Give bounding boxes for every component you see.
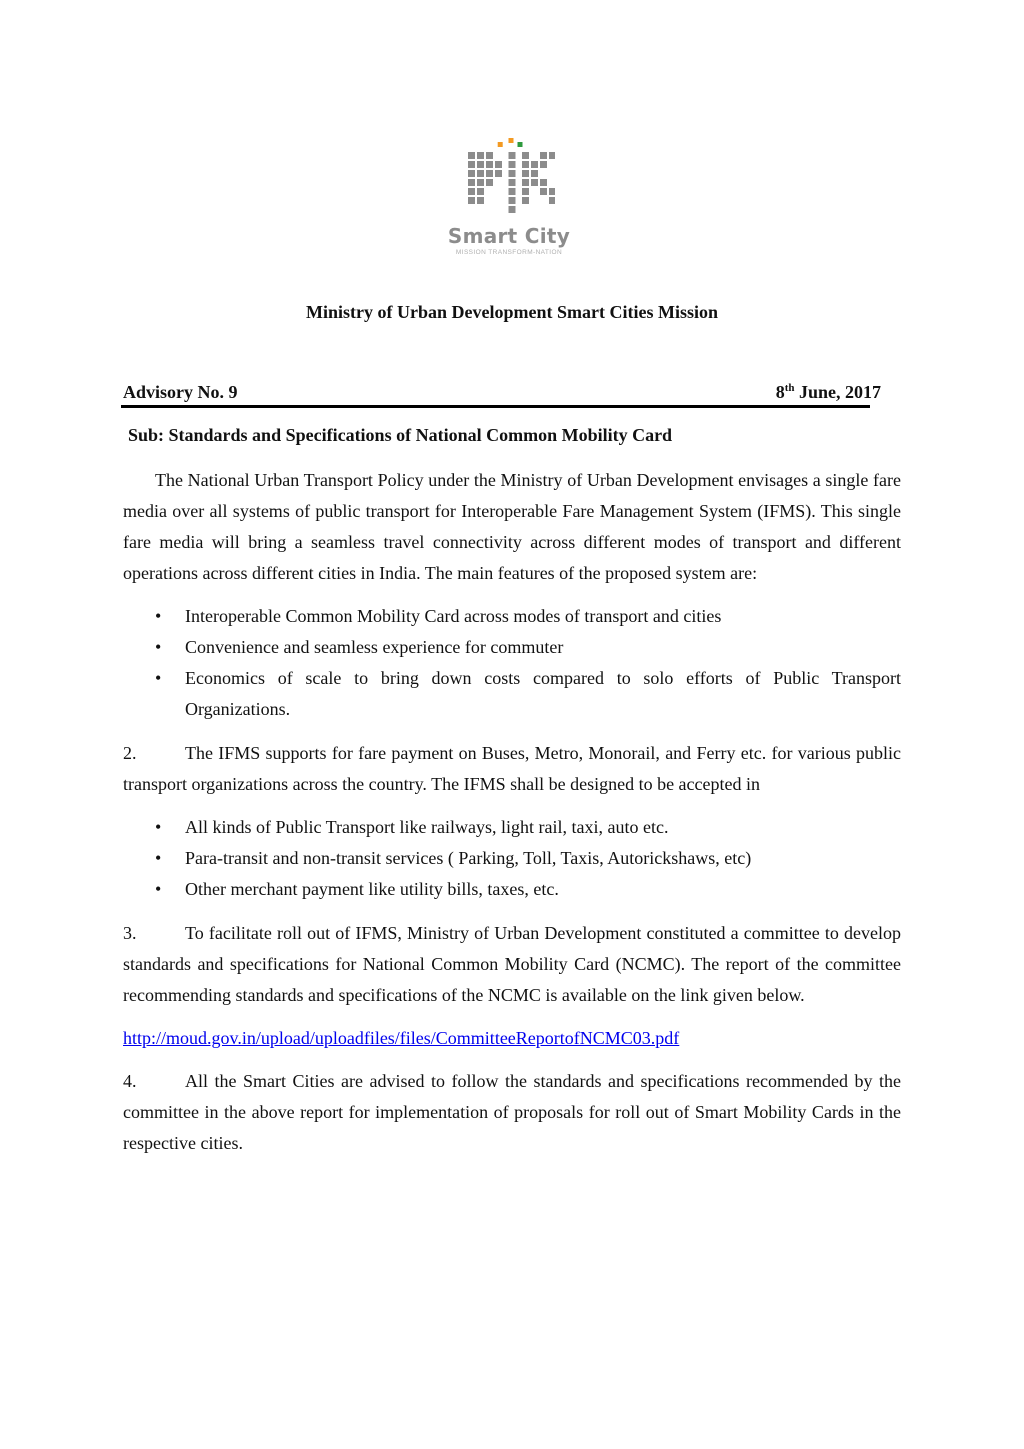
logo-name: Smart City — [447, 224, 571, 248]
subject-line: Sub: Standards and Specifications of National Common Mobility Card — [128, 425, 673, 445]
emblem-pixel — [477, 170, 484, 177]
emblem-accent — [509, 138, 514, 143]
paragraph-text: To facilitate roll out of IFMS, Ministry of Urban Development constituted a committee to develop standards and specifications for National Common Mobility Card (NCMC). The report of the committee recommending standards and specifications of the NCMC is available on the link given below. — [123, 923, 901, 1005]
emblem-pixel — [509, 170, 516, 177]
ministry-heading: Ministry of Urban Development Smart Cities Mission — [306, 302, 718, 322]
emblem-pixel — [495, 161, 502, 168]
emblem-pixel — [468, 188, 475, 195]
emblem-pixel — [477, 197, 484, 204]
emblem-pixel — [486, 179, 493, 186]
date-day: 8 — [775, 382, 785, 402]
document-body — [123, 465, 901, 1159]
paragraph-2 — [123, 738, 901, 800]
list-item-text: Convenience and seamless experience for commuter — [185, 637, 564, 657]
advisory-number: Advisory No. 9 — [123, 382, 238, 402]
emblem-pixel — [468, 197, 475, 204]
emblem-pixel — [468, 161, 475, 168]
emblem-pixel — [509, 152, 516, 159]
emblem-pixel — [486, 152, 493, 159]
emblem-pixel — [549, 197, 555, 204]
paragraph-4 — [123, 1066, 901, 1159]
paragraph-text: All the Smart Cities are advised to follow the standards and specifications recommended by the committee in the above report for implementation of proposals for roll out of Smart Mobility Cards in the respective cities. — [123, 1071, 901, 1153]
emblem-pixel — [540, 188, 547, 195]
list-item — [123, 843, 901, 874]
emblem-pixel — [509, 161, 516, 168]
list-item — [123, 663, 901, 725]
emblem-pixel — [540, 152, 547, 159]
emblem-pixel — [522, 188, 529, 195]
smart-city-emblem-icon — [463, 136, 555, 214]
advisory-date — [776, 380, 881, 404]
emblem-pixel — [468, 179, 475, 186]
emblem-pixel — [531, 179, 538, 186]
list-item-text: All kinds of Public Transport like railways, light rail, taxi, auto etc. — [185, 817, 669, 837]
bullet-icon: • — [155, 848, 162, 868]
emblem-pixel — [522, 179, 529, 186]
list-item-text: Other merchant payment like utility bills, taxes, etc. — [185, 879, 559, 899]
bullet-icon: • — [155, 817, 162, 837]
logo-tagline: MISSION TRANSFORM-NATION — [455, 249, 563, 256]
emblem-pixel — [509, 206, 516, 213]
features-list — [123, 601, 901, 725]
emblem-pixel — [468, 152, 475, 159]
emblem-pixel — [477, 179, 484, 186]
bullet-icon: • — [155, 606, 162, 626]
emblem-pixel — [486, 170, 493, 177]
emblem-pixel — [522, 161, 529, 168]
advisory-row — [123, 380, 881, 408]
emblem-pixel — [495, 170, 502, 177]
report-link[interactable]: http://moud.gov.in/upload/uploadfiles/files/CommitteeReportofNCMC03.pdf — [123, 1028, 680, 1048]
emblem-pixel — [509, 188, 516, 195]
bullet-icon: • — [155, 668, 162, 688]
emblem-accent — [518, 142, 523, 147]
paragraph-text: The IFMS supports for fare payment on Buses, Metro, Monorail, and Ferry etc. for various public transport organizations across the country. The IFMS shall be designed to be accepted in — [123, 743, 901, 794]
paragraph-number: 4. — [123, 1071, 137, 1091]
emblem-pixel — [549, 188, 555, 195]
emblem-pixel — [509, 197, 516, 204]
report-link-row — [123, 1023, 901, 1054]
smart-city-logo — [436, 136, 582, 258]
paragraph-3 — [123, 918, 901, 1011]
list-item-text: Interoperable Common Mobility Card across modes of transport and cities — [185, 606, 722, 626]
emblem-pixel — [522, 197, 529, 204]
list-item-text: Economics of scale to bring down costs compared to solo efforts of Public Transport Organizations. — [185, 668, 901, 719]
header-rule — [121, 405, 870, 408]
emblem-pixel — [540, 179, 547, 186]
emblem-pixel — [522, 152, 529, 159]
bullet-icon: • — [155, 879, 162, 899]
intro-paragraph: The National Urban Transport Policy under the Ministry of Urban Development envisages a single fare media over all systems of public transport for Interoperable Fare Management System (IFMS). This single fare media will bring a seamless travel connectivity across different modes of transport and different operations across different cities in India. The main features of the proposed system are: — [123, 470, 901, 583]
emblem-pixel — [477, 188, 484, 195]
list-item — [123, 632, 901, 663]
emblem-pixel — [509, 179, 516, 186]
emblem-pixel — [549, 152, 555, 159]
date-rest: June, 2017 — [794, 382, 881, 402]
emblem-pixel — [477, 161, 484, 168]
list-item-text: Para-transit and non-transit services ( Parking, Toll, Taxis, Autorickshaws, etc) — [185, 848, 752, 868]
paragraph-number: 2. — [123, 743, 137, 763]
emblem-accent — [498, 142, 503, 147]
emblem-pixel — [468, 170, 475, 177]
acceptance-list — [123, 812, 901, 905]
emblem-pixel — [486, 161, 493, 168]
emblem-pixel — [522, 170, 529, 177]
paragraph-number: 3. — [123, 923, 137, 943]
emblem-pixel — [531, 170, 538, 177]
list-item — [123, 874, 901, 905]
date-suffix: th — [784, 382, 795, 394]
bullet-icon: • — [155, 637, 162, 657]
emblem-pixel — [540, 161, 547, 168]
list-item — [123, 812, 901, 843]
list-item — [123, 601, 901, 632]
emblem-pixel — [477, 152, 484, 159]
emblem-pixel — [531, 161, 538, 168]
